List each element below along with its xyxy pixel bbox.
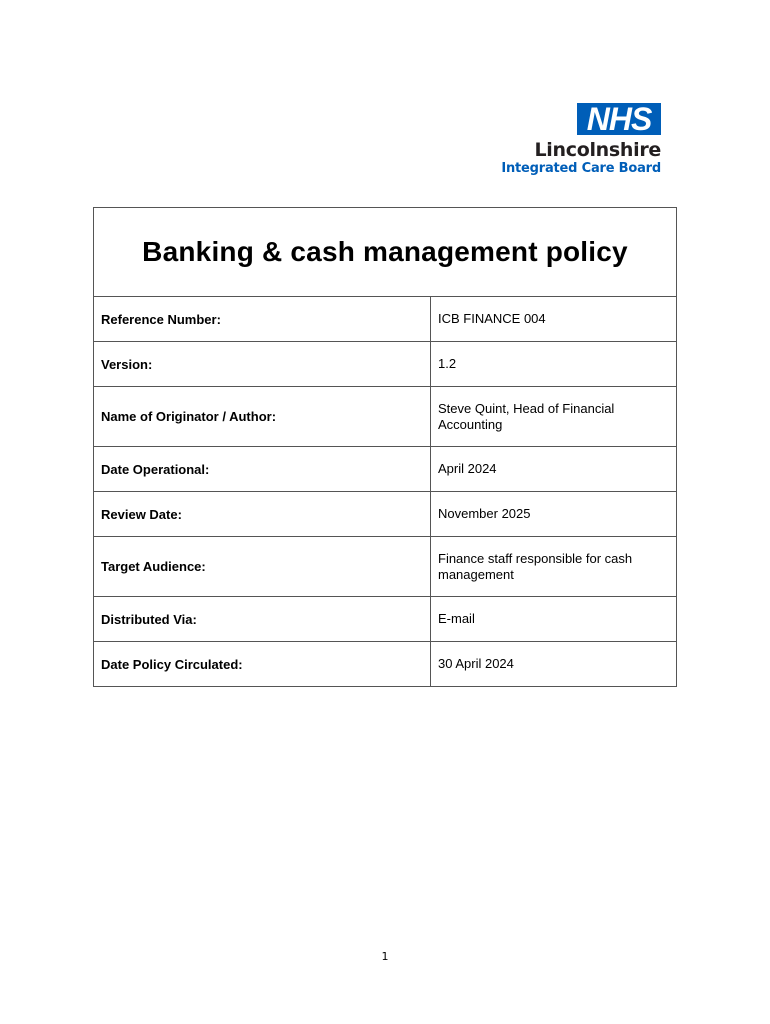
row-label: Name of Originator / Author: (94, 387, 431, 447)
page-number: 1 (381, 950, 389, 963)
table-row (94, 492, 677, 537)
row-label: Version: (94, 342, 431, 387)
row-label: Date Operational: (94, 447, 431, 492)
row-value: 30 April 2024 (431, 642, 677, 687)
table-row (94, 642, 677, 687)
table-row (94, 537, 677, 597)
table-row (94, 447, 677, 492)
policy-details-table (93, 207, 677, 687)
document-title: Banking & cash management policy (94, 208, 677, 297)
nhs-logo (461, 103, 661, 177)
row-label: Target Audience: (94, 537, 431, 597)
table-row (94, 387, 677, 447)
organisation-name: Lincolnshire (534, 139, 661, 161)
table-row (94, 342, 677, 387)
row-value: ICB FINANCE 004 (431, 297, 677, 342)
organisation-subtitle: Integrated Care Board (501, 161, 661, 176)
row-value: E-mail (431, 597, 677, 642)
row-value: November 2025 (431, 492, 677, 537)
row-label: Distributed Via: (94, 597, 431, 642)
row-label: Date Policy Circulated: (94, 642, 431, 687)
title-row (94, 208, 677, 297)
nhs-wordmark: NHS (577, 103, 661, 135)
row-value: April 2024 (431, 447, 677, 492)
row-value: Steve Quint, Head of Financial Accounting (431, 387, 677, 447)
row-value: Finance staff responsible for cash management (431, 537, 677, 597)
table-row (94, 597, 677, 642)
row-label: Reference Number: (94, 297, 431, 342)
row-value: 1.2 (431, 342, 677, 387)
table-row (94, 297, 677, 342)
row-label: Review Date: (94, 492, 431, 537)
